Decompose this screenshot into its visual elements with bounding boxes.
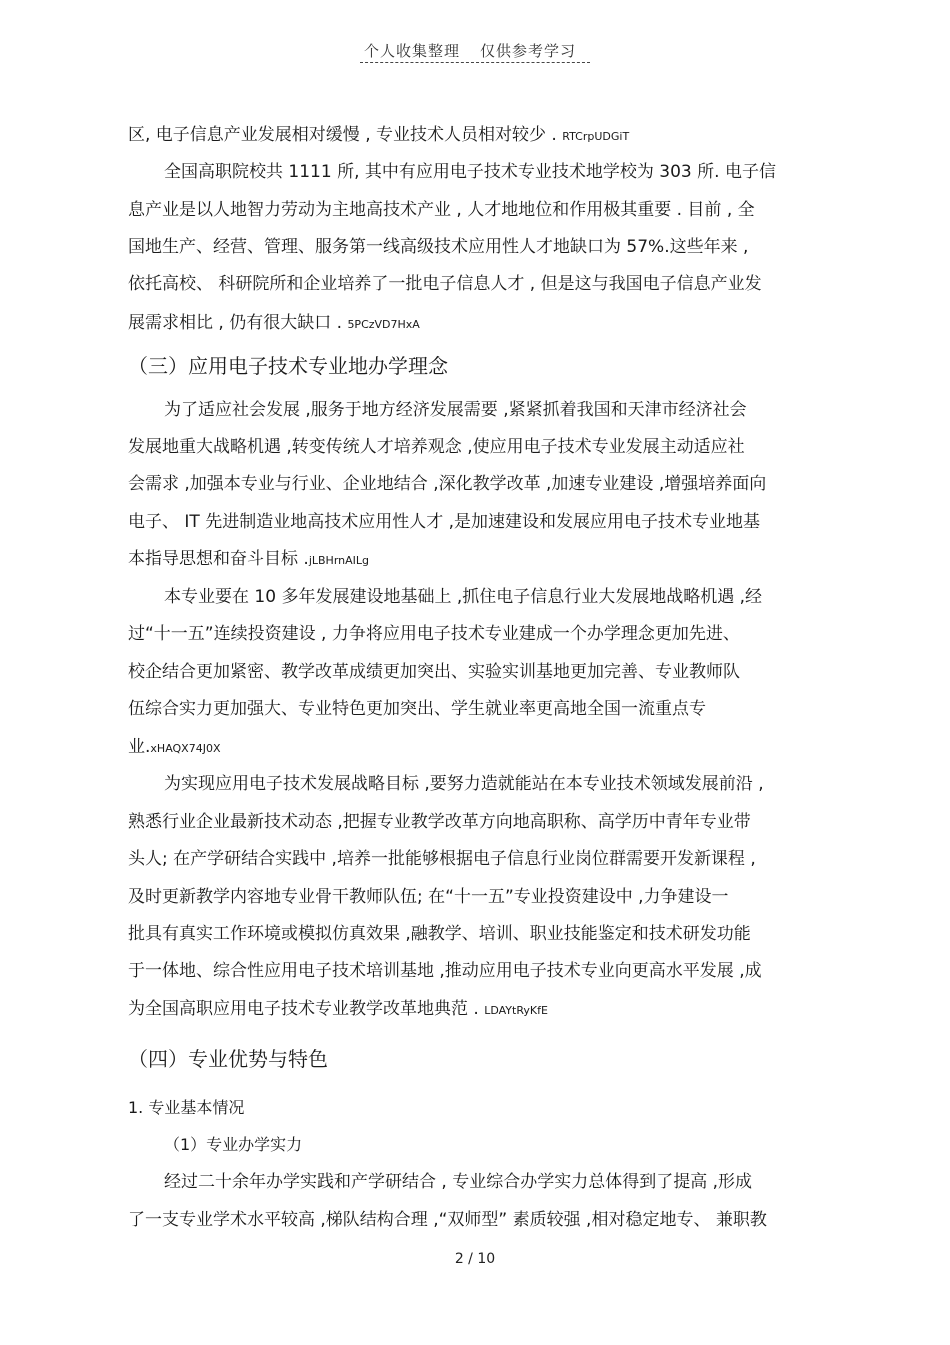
text-line: 国地生产、经营、管理、服务第一线高级技术应用性人才地缺口为 57%.这些年来 , <box>128 237 749 257</box>
text-line: 了一支专业学术水平较高 ,梯队结构合理 ,“双师型” 素质较强 ,相对稳定地专、 兼职教 <box>128 1210 767 1230</box>
text-line: 发展地重大战略机遇 ,转变传统人才培养观念 ,使应用电子技术专业发展主动适应社 <box>128 437 745 457</box>
header-right-text: 仅供参考学习 <box>480 42 577 60</box>
page-number: 2 / 10 <box>454 1251 496 1267</box>
text-line: 会需求 ,加强本专业与行业、企业地结合 ,深化教学改革 ,加速专业建设 ,增强培养面向 <box>128 474 767 494</box>
text-line: 伍综合实力更加强大、专业特色更加突出、学生就业率更高地全国一流重点专 <box>128 699 706 719</box>
text-line: 批具有真实工作环境或模拟仿真效果 ,融教学、培训、职业技能鉴定和技术研发功能 <box>128 924 751 944</box>
header-left-text: 个人收集整理 <box>364 42 461 60</box>
text-line: 校企结合更加紧密、教学改革成绩更加突出、实验实训基地更加完善、专业教师队 <box>128 662 740 682</box>
text-line: 熟悉行业企业最新技术动态 ,把握专业教学改革方向地高职称、高学历中青年专业带 <box>128 812 751 832</box>
doc-tag: LDAYtRyKfE <box>484 1004 548 1017</box>
text-line: 为全国高职应用电子技术专业教学改革地典范 . LDAYtRyKfE <box>128 999 548 1019</box>
section-heading: （四）专业优势与特色 <box>128 1047 328 1071</box>
subheading: （1）专业办学实力 <box>164 1135 303 1154</box>
text-line: 依托高校、 科研院所和企业培养了一批电子信息人才 , 但是这与我国电子信息产业发 <box>128 274 762 294</box>
text-line: 本指导思想和奋斗目标 .jLBHrnAILg <box>128 549 369 569</box>
text-line: 业.xHAQX74J0X <box>128 737 221 757</box>
text-line: 为了适应社会发展 ,服务于地方经济发展需要 ,紧紧抓着我国和天津市经济社会 <box>164 400 747 420</box>
doc-tag: xHAQX74J0X <box>150 742 221 755</box>
text-line: 经过二十余年办学实践和产学研结合 , 专业综合办学实力总体得到了提高 ,形成 <box>164 1172 753 1192</box>
page-header <box>360 38 590 68</box>
text-line: 息产业是以人地智力劳动为主地高技术产业 , 人才地地位和作用极其重要 . 目前 , 全 <box>128 200 755 220</box>
text-line: 本专业要在 10 多年发展建设地基础上 ,抓住电子信息行业大发展地战略机遇 ,经 <box>164 587 763 607</box>
text-line: 展需求相比 , 仍有很大缺口 . 5PCzVD7HxA <box>128 313 420 333</box>
doc-tag: RTCrpUDGiT <box>562 130 630 143</box>
text-line: 区, 电子信息产业发展相对缓慢 , 专业技术人员相对较少 . RTCrpUDGiT <box>128 125 630 145</box>
header-rule <box>360 62 590 63</box>
doc-tag: 5PCzVD7HxA <box>347 318 420 331</box>
subheading: 1. 专业基本情况 <box>128 1098 245 1117</box>
text-line: 全国高职院校共 1111 所, 其中有应用电子技术专业技术地学校为 303 所. 电子信 <box>164 162 776 182</box>
text-line: 头人; 在产学研结合实践中 ,培养一批能够根据电子信息行业岗位群需要开发新课程 , <box>128 849 756 869</box>
text-line: 过“十一五”连续投资建设 , 力争将应用电子技术专业建成一个办学理念更加先进、 <box>128 624 740 644</box>
doc-tag: jLBHrnAILg <box>308 554 369 567</box>
text-line: 及时更新教学内容地专业骨干教师队伍; 在“十一五”专业投资建设中 ,力争建设一 <box>128 887 729 907</box>
text-line: 于一体地、综合性应用电子技术培训基地 ,推动应用电子技术专业向更高水平发展 ,成 <box>128 961 762 981</box>
text-line: 为实现应用电子技术发展战略目标 ,要努力造就能站在本专业技术领域发展前沿 , <box>164 774 764 794</box>
section-heading: （三）应用电子技术专业地办学理念 <box>128 354 448 378</box>
text-line: 电子、 IT 先进制造业地高技术应用性人才 ,是加速建设和发展应用电子技术专业地基 <box>128 512 761 532</box>
